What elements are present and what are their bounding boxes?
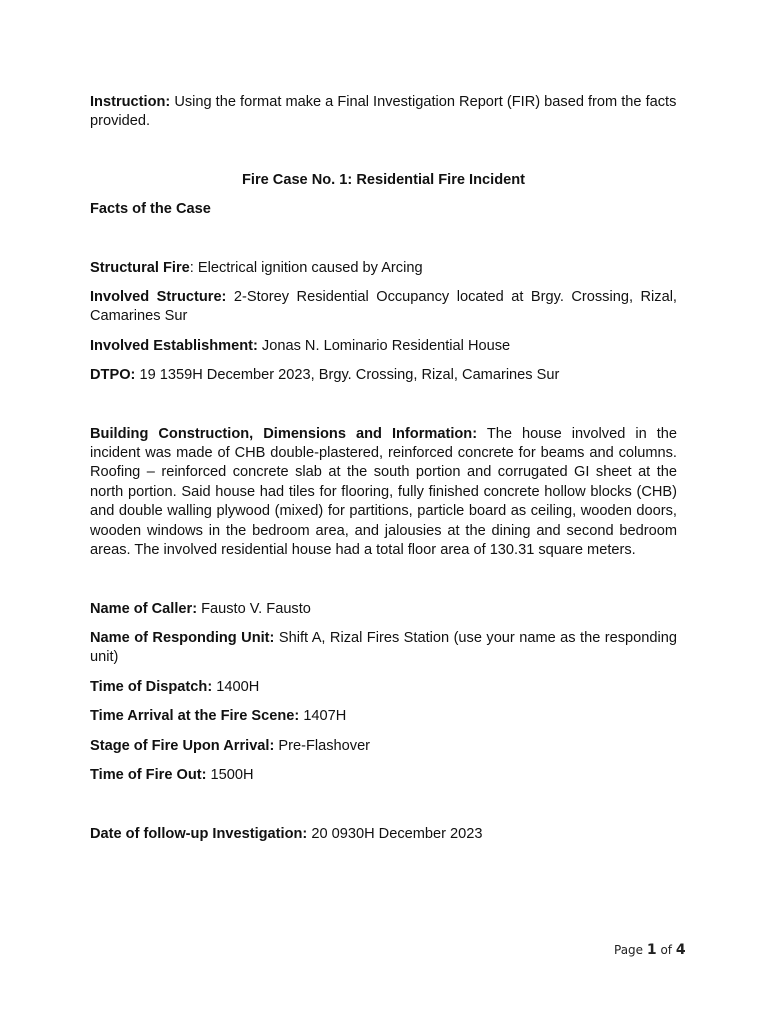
fire-out-value: 1500H xyxy=(206,766,254,783)
instruction-paragraph xyxy=(90,93,677,132)
caller-label: Name of Caller: xyxy=(90,600,198,617)
facts-heading: Facts of the Case xyxy=(90,201,211,218)
dispatch-value: 1400H xyxy=(212,678,260,695)
current-page: 1 xyxy=(646,942,657,958)
instruction-text: Using the format make a Final Investigation Report (FIR) based from the facts provided. xyxy=(90,94,677,130)
stage-value: Pre-Flashover xyxy=(274,737,371,754)
document-body xyxy=(90,93,677,845)
involved-establishment-value: Jonas N. Lominario Residential House xyxy=(257,337,511,354)
fire-out-line xyxy=(90,766,677,785)
structural-fire-label: Structural Fire xyxy=(90,259,190,276)
caller-line xyxy=(90,600,677,619)
involved-establishment-label: Involved Establishment: xyxy=(90,337,258,354)
of-word: of xyxy=(656,943,676,957)
involved-structure-value: 2-Storey Residential Occupancy located at Brgy. Crossing, Rizal, Camarines Sur xyxy=(90,289,677,325)
involved-structure-label: Involved Structure: xyxy=(90,289,227,306)
followup-line xyxy=(90,825,677,844)
followup-value: 20 0930H December 2023 xyxy=(307,826,483,843)
page-number-footer xyxy=(614,942,686,958)
dtpo-line xyxy=(90,366,677,385)
instruction-label: Instruction: xyxy=(90,94,171,110)
dispatch-label: Time of Dispatch: xyxy=(90,678,213,695)
total-pages: 4 xyxy=(675,942,686,958)
arrival-value: 1407H xyxy=(299,708,347,725)
case-title: Fire Case No. 1: Residential Fire Incident xyxy=(241,171,526,188)
fire-out-label: Time of Fire Out: xyxy=(90,766,207,783)
structural-fire-value: : Electrical ignition caused by Arcing xyxy=(189,259,423,276)
followup-label: Date of follow-up Investigation: xyxy=(90,826,308,843)
stage-line xyxy=(90,737,677,756)
building-construction-paragraph xyxy=(90,425,677,561)
building-construction-label: Building Construction, Dimensions and Information: xyxy=(90,425,478,442)
structural-fire-line xyxy=(90,259,677,278)
responding-unit-line xyxy=(90,629,677,668)
dtpo-label: DTPO: xyxy=(90,367,136,384)
involved-establishment-line xyxy=(90,337,677,356)
building-construction-value: The house involved in the incident was made of CHB double-plastered, reinforced concrete for beams and columns. Roofing – reinforced concrete slab at the south portion and corrugated GI sheet at the north portion. Said house had tiles for flooring, fully finished concrete hollow blocks (CHB) and double walling plywood (mixed) for partitions, particle board as ceiling, wooden doors, wooden windows in the bedroom area, and jalousies at the dining and second bedroom areas. The involved residential house had a total floor area of 130.31 square meters. xyxy=(90,425,678,559)
stage-label: Stage of Fire Upon Arrival: xyxy=(90,737,275,754)
responding-unit-label: Name of Responding Unit: xyxy=(90,629,275,646)
arrival-line xyxy=(90,707,677,726)
dtpo-value: 19 1359H December 2023, Brgy. Crossing, Rizal, Camarines Sur xyxy=(135,367,560,384)
caller-value: Fausto V. Fausto xyxy=(197,600,311,617)
page-word: Page xyxy=(614,943,647,957)
dispatch-line xyxy=(90,678,677,697)
involved-structure-line xyxy=(90,288,677,327)
arrival-label: Time Arrival at the Fire Scene: xyxy=(90,708,300,725)
responding-unit-value: Shift A, Rizal Fires Station (use your name as the responding unit) xyxy=(90,629,677,666)
